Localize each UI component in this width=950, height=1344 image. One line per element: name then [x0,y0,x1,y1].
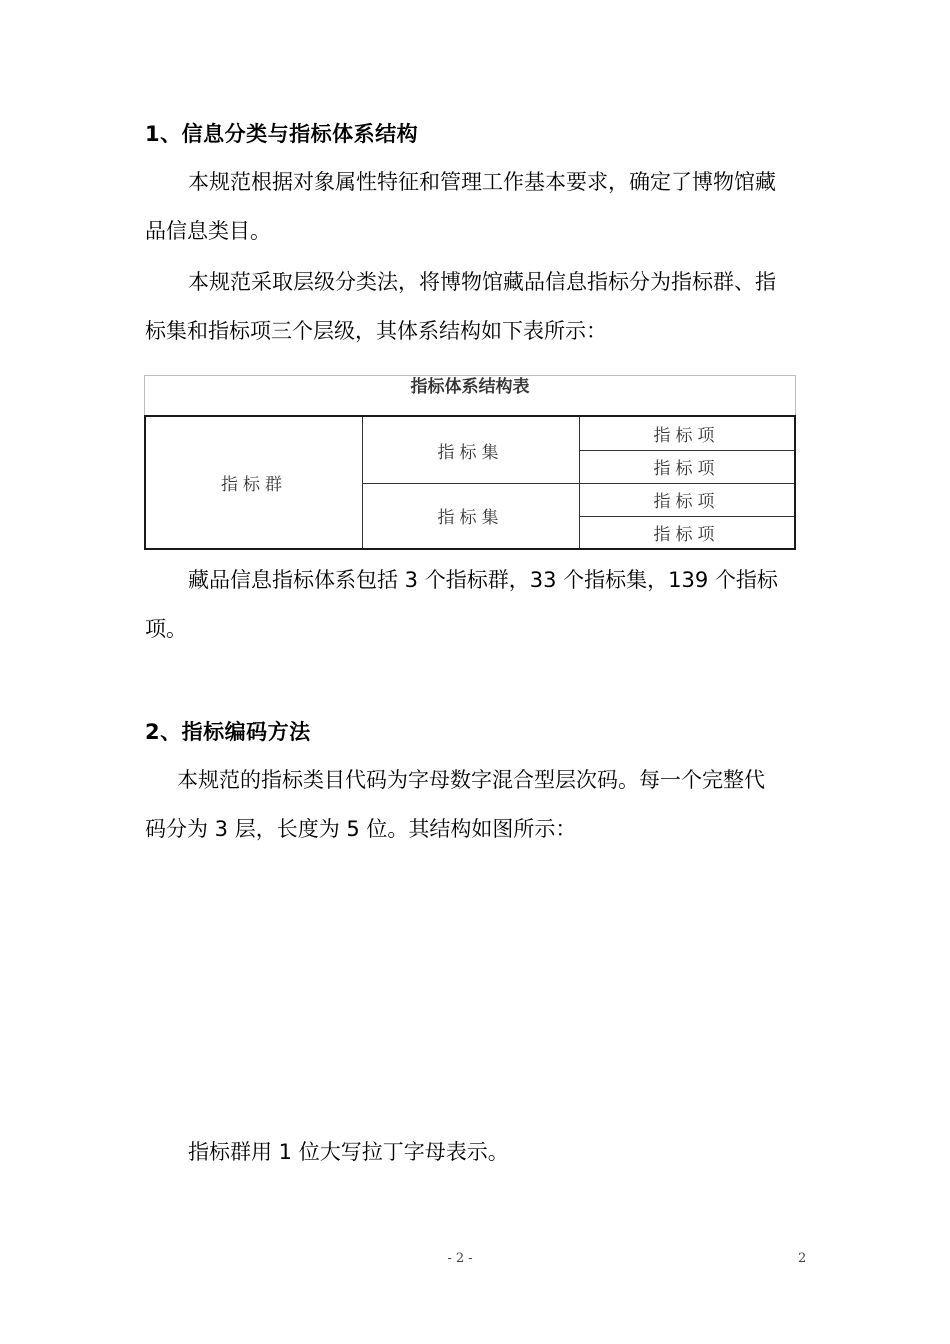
table-cell-item: 指标项 [653,459,720,479]
section-2-paragraph-2 [145,1128,810,1177]
table-cell-set: 指标集 [437,442,504,463]
structure-table-title-box [144,375,796,415]
section-2-heading: 2、指标编码方法 [145,720,311,744]
structure-table [144,415,796,550]
section-1-heading: 1、信息分类与指标体系结构 [145,122,419,146]
paragraph-line: 项。 [145,617,187,641]
table-cell-group: 指标群 [221,475,287,495]
structure-table-title: 指标体系结构表 [410,377,530,397]
section-1-paragraph-2 [145,258,810,356]
paragraph-line: 标集和指标项三个层级，其体系结构如下表所示： [145,319,607,343]
paragraph-line: 本规范根据对象属性特征和管理工作基本要求，确定了博物馆藏 [188,170,776,194]
paragraph-line: 本规范的指标类目代码为字母数字混合型层次码。每一个完整代 [177,768,765,792]
table-cell-set: 指标集 [437,508,504,528]
paragraph-line: 本规范采取层级分类法，将博物馆藏品信息指标分为指标群、指 [188,270,776,294]
paragraph-line: 指标群用 1 位大写拉丁字母表示。 [188,1140,509,1164]
section-1-paragraph-1 [145,158,810,256]
table-cell-item: 指标项 [653,426,720,446]
paragraph-line: 品信息类目。 [145,219,271,243]
table-cell-item: 指标项 [653,492,720,512]
paragraph-line: 码分为 3 层，长度为 5 位。其结构如图所示： [145,817,577,841]
table-cell-item: 指标项 [653,524,720,545]
section-2-paragraph-1 [145,756,810,854]
paragraph-line: 藏品信息指标体系包括 3 个指标群，33 个指标集，139 个指标 [188,568,778,592]
page-number-center: - 2 - [447,1251,473,1266]
summary-paragraph [145,556,810,654]
page-number-right: 2 [798,1251,807,1266]
